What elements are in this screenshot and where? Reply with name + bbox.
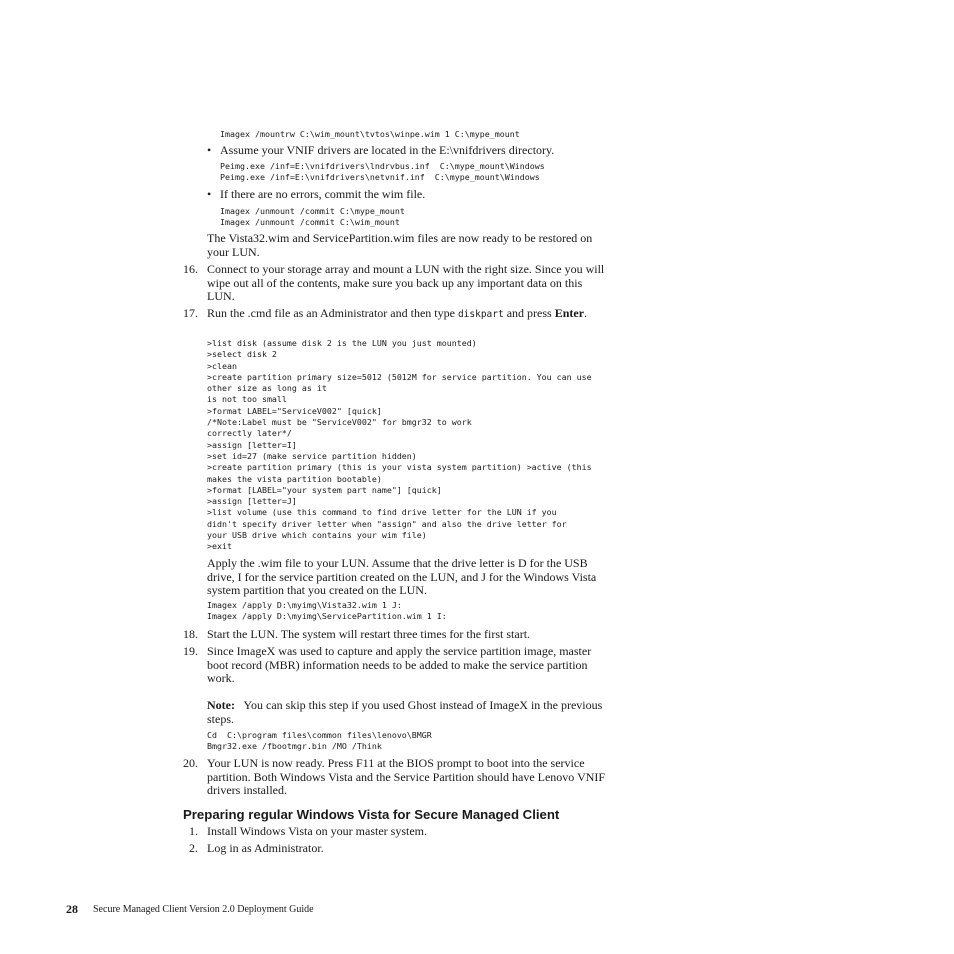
footer-title: Secure Managed Client Version 2.0 Deployment Guide <box>93 904 314 915</box>
bullet-symbol: • <box>207 187 212 201</box>
paragraph-files-ready: The Vista32.wim and ServicePartition.wim files are now ready to be restored on your LUN. <box>207 231 593 259</box>
step-20-text: Your LUN is now ready. Press F11 at the BIOS prompt to boot into the service partition. Both Windows Vista and the Service Partition should have Lenovo VNIF drivers installed. <box>207 756 606 797</box>
enter-key-label: Enter <box>554 306 585 320</box>
sub-step-number: 2. <box>189 841 198 855</box>
bullet-commit-wim: If there are no errors, commit the wim file. <box>220 187 426 201</box>
bullet-symbol: • <box>207 143 212 157</box>
step-number-16: 16. <box>183 262 198 276</box>
code-mountrw: Imagex /mountrw C:\wim_mount\tvtos\winpe.wim 1 C:\mype_mount <box>220 129 520 139</box>
code-apply: Imagex /apply D:\myimg\Vista32.wim 1 J: Imagex /apply D:\myimg\ServicePartition.wim 1 I: <box>207 600 447 622</box>
step-number-19: 19. <box>183 644 198 658</box>
page-number: 28 <box>66 902 78 916</box>
sub-step-number: 1. <box>189 824 198 838</box>
code-diskpart: >list disk (assume disk 2 is the LUN you just mounted) >select disk 2 >clean >create partition primary size=5012 (5012M for service partition. You can use other size as long as it is not too small >format LABEL="ServiceV002" [quick] /*Note:Label must be "ServiceV002" for bmgr32 to work correctly later*/ >assign [letter=I] >set id=27 (make service partition hidden) >create partition primary (this is your vista system partition) >active (this makes the vista partition bootable) >format [LABEL="your system part name"] [quick] >assign [letter=J] >list volume (use this command to find drive letter for the LUN if you didn't specify driver letter when "assign" and also the drive letter for your USB drive which contains your wim file) >exit <box>207 338 592 552</box>
step-17-text: Run the .cmd file as an Administrator and then type diskpart and press Enter. <box>207 306 588 320</box>
paragraph-apply-wim: Apply the .wim file to your LUN. Assume that the drive letter is D for the USB drive, I for the service partition created on the LUN, and J for the Windows Vista system partition that you created on the LUN. <box>207 556 597 597</box>
step-number-20: 20. <box>183 756 198 770</box>
code-peimg: Peimg.exe /inf=E:\vnifdrivers\lndrvbus.inf C:\mype_mount\Windows Peimg.exe /inf=E:\vnifdrivers\netvnif.inf C:\mype_mount\Windows <box>220 161 545 183</box>
step-18-text: Start the LUN. The system will restart three times for the first start. <box>207 627 531 641</box>
note: Note: You can skip this step if you used Ghost instead of ImageX in the previous steps. <box>207 698 603 726</box>
code-bmgr: Cd C:\program files\common files\lenovo\BMGR Bmgr32.exe /fbootmgr.bin /MO /Think <box>207 730 432 752</box>
step-number-18: 18. <box>183 627 198 641</box>
code-unmount: Imagex /unmount /commit C:\mype_mount Imagex /unmount /commit C:\wim_mount <box>220 206 405 228</box>
note-label: Note: <box>207 698 235 712</box>
bullet-vnif-location: Assume your VNIF drivers are located in the E:\vnifdrivers directory. <box>220 143 555 157</box>
sub-step-login-admin: Log in as Administrator. <box>207 841 324 855</box>
step-16-text: Connect to your storage array and mount a LUN with the right size. Since you will wipe out all of the contents, make sure you back up any important data on this LUN. <box>207 262 605 303</box>
diskpart-command: diskpart <box>457 309 504 320</box>
step-number-17: 17. <box>183 306 198 320</box>
sub-step-install-vista: Install Windows Vista on your master system. <box>207 824 428 838</box>
section-heading: Preparing regular Windows Vista for Secure Managed Client <box>183 807 560 822</box>
step-19-text: Since ImageX was used to capture and apply the service partition image, master boot record (MBR) information needs to be added to make the service partition work. <box>207 644 592 685</box>
